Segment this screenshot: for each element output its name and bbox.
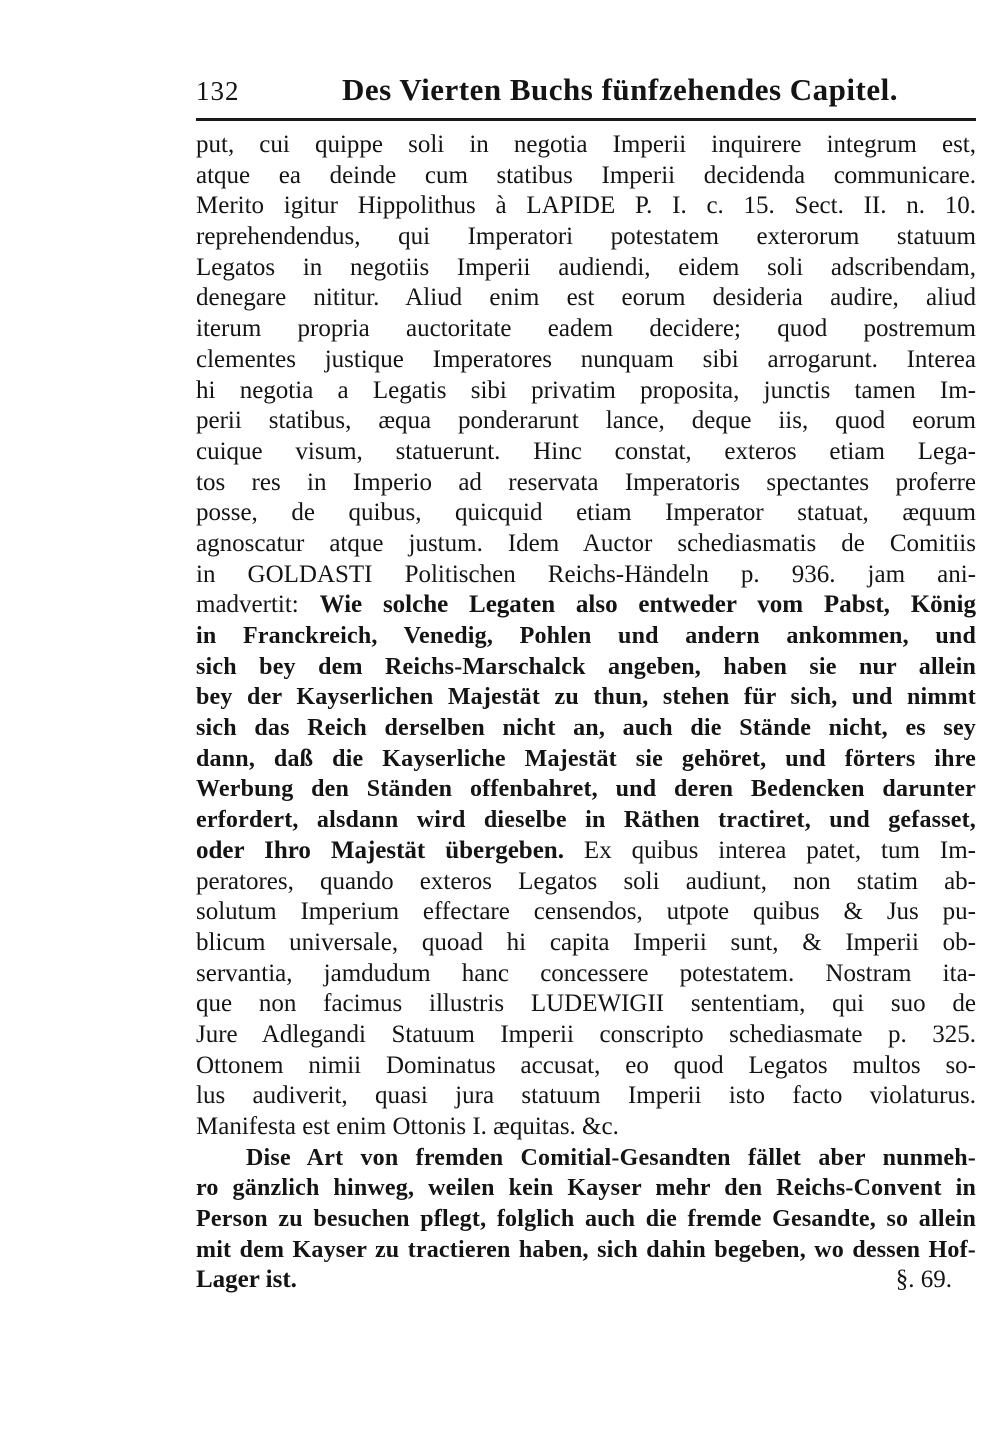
text-line-with-quote-start [196, 590, 976, 621]
text-line: peratores, quando exteros Legatos soli audiunt, non statim ab- [196, 867, 976, 895]
text-line: iterum propria auctoritate eadem decidere; quod postremum [196, 315, 976, 343]
catchword: §. 69. [895, 1266, 952, 1294]
text-line: posse, de quibus, quicquid etiam Imperator statuat, æquum [196, 499, 976, 527]
latin-paragraph-continued [196, 867, 976, 1143]
body-text [196, 130, 976, 1296]
page-header [196, 72, 976, 112]
running-head: Des Vierten Buchs fünfzehendes Capitel. [342, 72, 898, 107]
german-quote [196, 621, 976, 867]
text-line: Ottonem nimii Dominatus accusat, eo quod Legatos multos so- [196, 1051, 976, 1079]
header-rule [196, 118, 976, 121]
page-number: 132 [196, 76, 240, 106]
final-line [196, 1265, 976, 1296]
quote-line: sich das Reich derselben nicht an, auch die Stände nicht, es sey [196, 715, 976, 742]
text-line: agnoscatur atque justum. Idem Auctor schediasmatis de Comitiis [196, 529, 976, 557]
text-line: Jure Adlegandi Statuum Imperii conscripto schediasmate p. 325. [196, 1020, 976, 1048]
german-line: Person zu besuchen pflegt, folglich auch die fremde Gesandte, so allein [196, 1206, 976, 1233]
latin-paragraph [196, 130, 976, 621]
text-line: tos res in Imperio ad reservata Imperatoris spectantes proferre [196, 468, 976, 496]
quote-segment: oder Ihro Majestät übergeben. [196, 836, 564, 864]
text-line: Merito igitur Hippolithus à LAPIDE P. I. c. 15. Sect. II. n. 10. [196, 192, 976, 220]
text-line: solutum Imperium effectare censendos, utpote quibus & Jus pu- [196, 898, 976, 926]
text-line: Manifesta est enim Ottonis I. æquitas. &c. [196, 1113, 619, 1140]
quote-line: dann, daß die Kayserliche Majestät sie gehöret, und förters ihre [196, 745, 976, 772]
text-line-with-quote-end [196, 836, 976, 867]
quote-line: bey der Kayserlichen Majestät zu thun, stehen für sich, und nimmt [196, 684, 976, 711]
text-line: denegare nititur. Aliud enim est eorum desideria audire, aliud [196, 284, 976, 312]
german-paragraph [196, 1143, 976, 1296]
german-line: ro gänzlich hinweg, weilen kein Kayser mehr den Reichs-Convent in [196, 1175, 976, 1202]
text-line: Legatos in negotiis Imperii audiendi, eidem soli adscribendam, [196, 253, 976, 281]
text-line: in GOLDASTI Politischen Reichs-Händeln p. 936. jam ani- [196, 560, 976, 588]
text-line: reprehendendus, qui Imperatori potestatem exterorum statuum [196, 223, 976, 251]
text-line: clementes justique Imperatores nunquam sibi arrogarunt. Interea [196, 345, 976, 373]
quote-line: sich bey dem Reichs-Marschalck angeben, haben sie nur allein [196, 653, 976, 680]
text-line: lus audiverit, quasi jura statuum Imperii isto facto violaturus. [196, 1082, 976, 1110]
quote-line: erfordert, alsdann wird dieselbe in Räthen tractiret, und gefasset, [196, 807, 976, 834]
text-line: hi negotia a Legatis sibi privatim proposita, junctis tamen Im- [196, 376, 976, 404]
quote-line: in Franckreich, Venedig, Pohlen und andern ankommen, und [196, 623, 976, 649]
text-line: que non facimus illustris LUDEWIGII sententiam, qui suo de [196, 990, 976, 1018]
german-line-end: Lager ist. [196, 1266, 297, 1294]
text-line: cuique visum, statuerunt. Hinc constat, exteros etiam Lega- [196, 437, 976, 465]
quote-segment: Wie solche Legaten also entweder vom Pabst, König [319, 591, 976, 619]
german-line: mit dem Kayser zu tractieren haben, sich dahin begeben, wo dessen Hof- [196, 1236, 976, 1263]
text-line: atque ea deinde cum statibus Imperii decidenda communicare. [196, 161, 976, 189]
text-line: perii statibus, æqua ponderarunt lance, deque iis, quod eorum [196, 407, 976, 435]
text-line: servantia, jamdudum hanc concessere potestatem. Nostram ita- [196, 959, 976, 987]
text-line: blicum universale, quoad hi capita Imperii sunt, & Imperii ob- [196, 928, 976, 956]
quote-line: Werbung den Ständen offenbahret, und deren Bedencken darunter [196, 776, 976, 803]
text-segment: Ex quibus interea patet, tum Im- [583, 836, 976, 864]
german-line: Dise Art von fremden Comitial-Gesandten fället aber nunmeh- [246, 1144, 976, 1171]
text-line: put, cui quippe soli in negotia Imperii inquirere integrum est, [196, 131, 976, 158]
text-segment: madvertit: [196, 591, 299, 619]
